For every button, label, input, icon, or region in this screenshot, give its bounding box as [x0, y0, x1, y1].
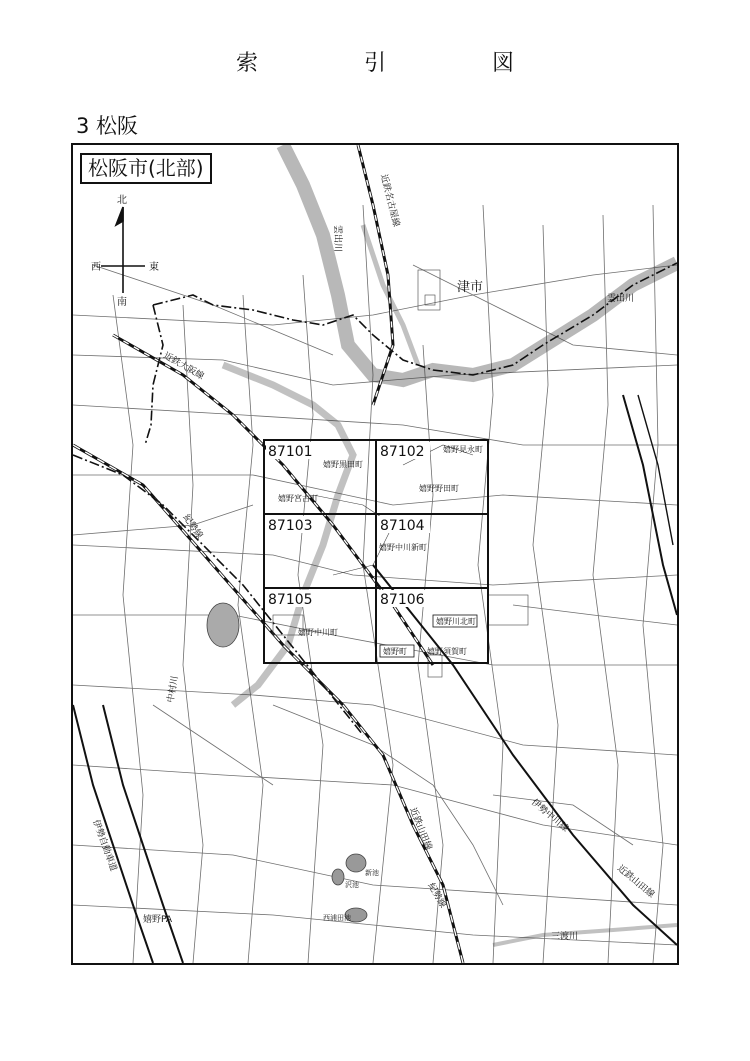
compass-south: 南 [117, 297, 127, 308]
label-niiike: 新池 [365, 869, 379, 877]
district-label-noda: 嬉野野田町 [419, 484, 459, 493]
section-heading: 3 松阪 [76, 114, 139, 138]
label-kintetsu-yamada: 近鉄山田線 [407, 806, 434, 852]
district-label-87106: 嬉野川北町 [436, 617, 476, 626]
kumozu-river [283, 145, 677, 380]
district-labels [278, 444, 483, 657]
label-nakamura-river: 中村川 [166, 675, 181, 704]
label-kumozu-river-a: 雲出川 [332, 225, 342, 253]
compass-labels [91, 194, 159, 308]
highway-east [623, 395, 677, 615]
index-map [71, 143, 679, 965]
misato-river [493, 925, 677, 945]
district-label-87101: 嬉野黒田町 [323, 460, 363, 469]
district-label-87102: 嬉野見永町 [443, 445, 483, 454]
label-misato-river: 三渡川 [551, 932, 579, 942]
label-ise-expressway: 伊勢自動車道 [90, 818, 119, 873]
label-tsu-city: 津市 [457, 280, 484, 295]
label-ureshino-pa: 嬉野PA [143, 915, 173, 925]
rivers [223, 145, 677, 945]
district-label-87105: 嬉野中川町 [298, 628, 338, 637]
label-sawaike: 沢池 [345, 881, 359, 889]
label-kintetsu-nagoya-line: 近鉄名古屋線 [378, 173, 401, 229]
district-label-suga: 嬉野須賀町 [427, 647, 467, 656]
district-label-87104: 嬉野中川新町 [379, 543, 427, 552]
page-title: 索 引 図 [235, 51, 556, 76]
district-label-miyako: 嬉野宮古町 [278, 494, 318, 503]
label-kisei-line: 紀勢線 [180, 512, 205, 541]
sheet-87101-number: 87101 [268, 444, 313, 460]
sheet-87103-number: 87103 [268, 518, 313, 534]
nakamura-river [223, 365, 353, 705]
compass-east: 東 [149, 262, 159, 273]
area-label: 松阪市(北部) [80, 153, 212, 184]
map-canvas [73, 145, 677, 963]
sheet-87104-number: 87104 [380, 518, 425, 534]
compass-west: 西 [91, 262, 101, 273]
district-label-ureshino: 嬉野町 [383, 647, 407, 656]
sheet-87106-number: 87106 [380, 592, 425, 608]
sheet-87102-number: 87102 [380, 444, 425, 460]
label-kintetsu-mie: 近鉄山田線 [615, 863, 656, 901]
label-misato-line: 伊勢中川線 [529, 797, 570, 835]
sheet-87105-number: 87105 [268, 592, 313, 608]
label-nishi-ike: 西浦田池 [323, 914, 351, 922]
label-kisei-line-2: 紀勢線 [425, 881, 448, 910]
place-labels [90, 173, 657, 942]
label-kintetsu-osaka-line: 近鉄大阪線 [161, 350, 206, 383]
compass-north: 北 [117, 195, 127, 206]
label-kumozu-river-b: 雲出川 [607, 294, 635, 304]
